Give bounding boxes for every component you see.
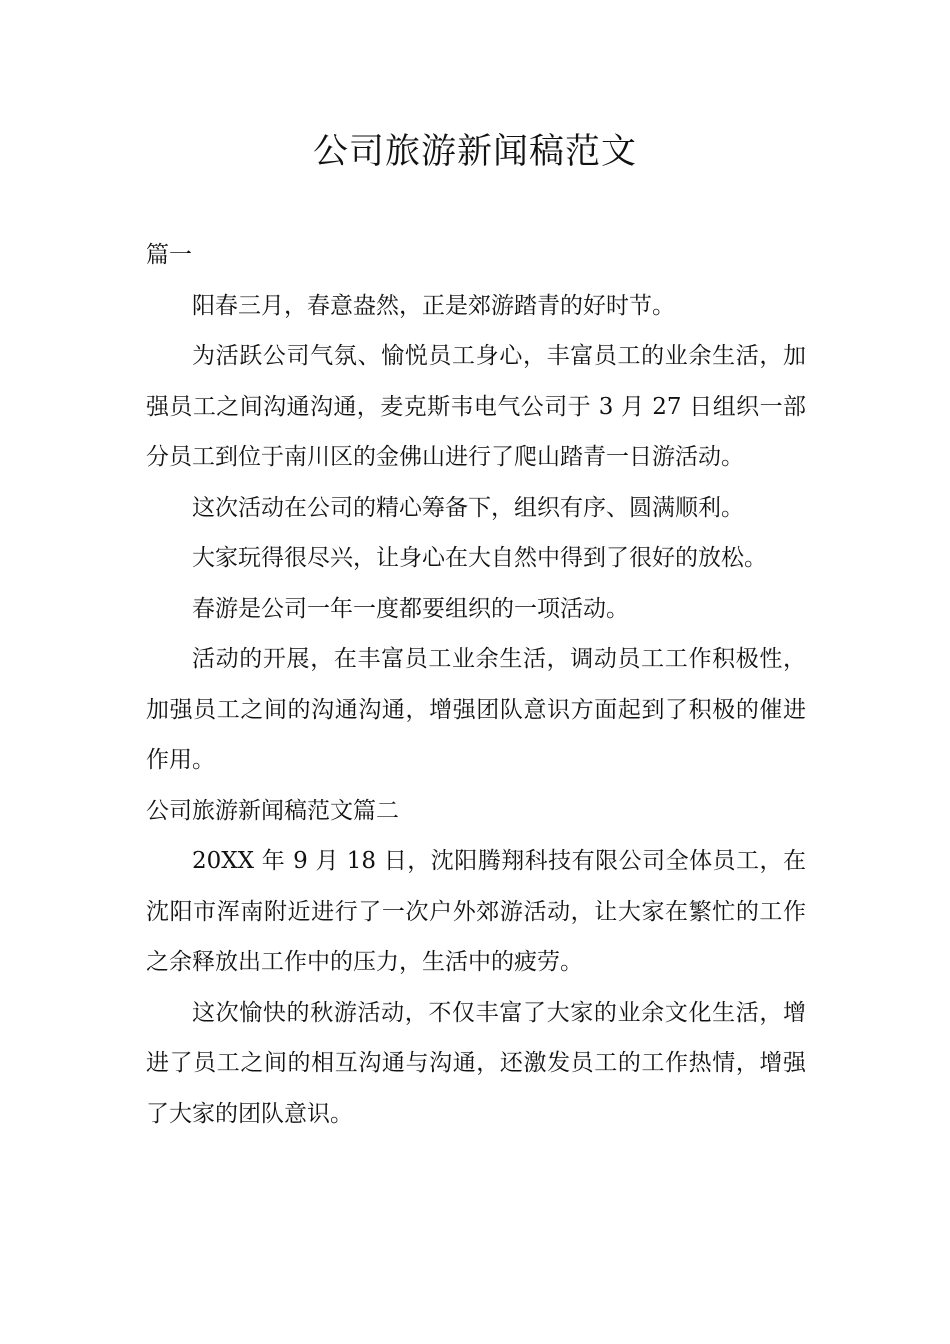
section-heading-2: 公司旅游新闻稿范文篇二 [146,797,399,824]
paragraph: 这次愉快的秋游活动，不仅丰富了大家的业余文化生活，增进了员工之间的相互沟通与沟通，还激发员工的工作热情，增强了大家的团队意识。 [146,999,806,1127]
paragraph: 活动的开展，在丰富员工业余生活，调动员工工作积极性，加强员工之间的沟通沟通，增强团队意识方面起到了积极的催进作用。 [146,646,806,773]
document-title: 公司旅游新闻稿范文 [312,132,637,172]
paragraph: 为活跃公司气氛、愉悦员工身心，丰富员工的业余生活，加强员工之间沟通沟通，麦克斯韦电气公司于 3 月 27 日组织一部分员工到位于南川区的金佛山进行了爬山踏青一日游活动。 [146,343,806,470]
paragraph: 大家玩得很尽兴，让身心在大自然中得到了很好的放松。 [192,545,767,571]
document-body [146,230,806,1139]
paragraph: 春游是公司一年一度都要组织的一项活动。 [192,595,629,622]
paragraph: 阳春三月，春意盎然，正是郊游踏青的好时节。 [192,292,675,319]
section-heading-1: 篇一 [146,242,192,268]
paragraph: 这次活动在公司的精心筹备下，组织有序、圆满顺利。 [192,494,744,521]
paragraph: 20XX 年 9 月 18 日，沈阳腾翔科技有限公司全体员工，在沈阳市浑南附近进行了一次户外郊游活动，让大家在繁忙的工作之余释放出工作中的压力，生活中的疲劳。 [146,848,806,975]
